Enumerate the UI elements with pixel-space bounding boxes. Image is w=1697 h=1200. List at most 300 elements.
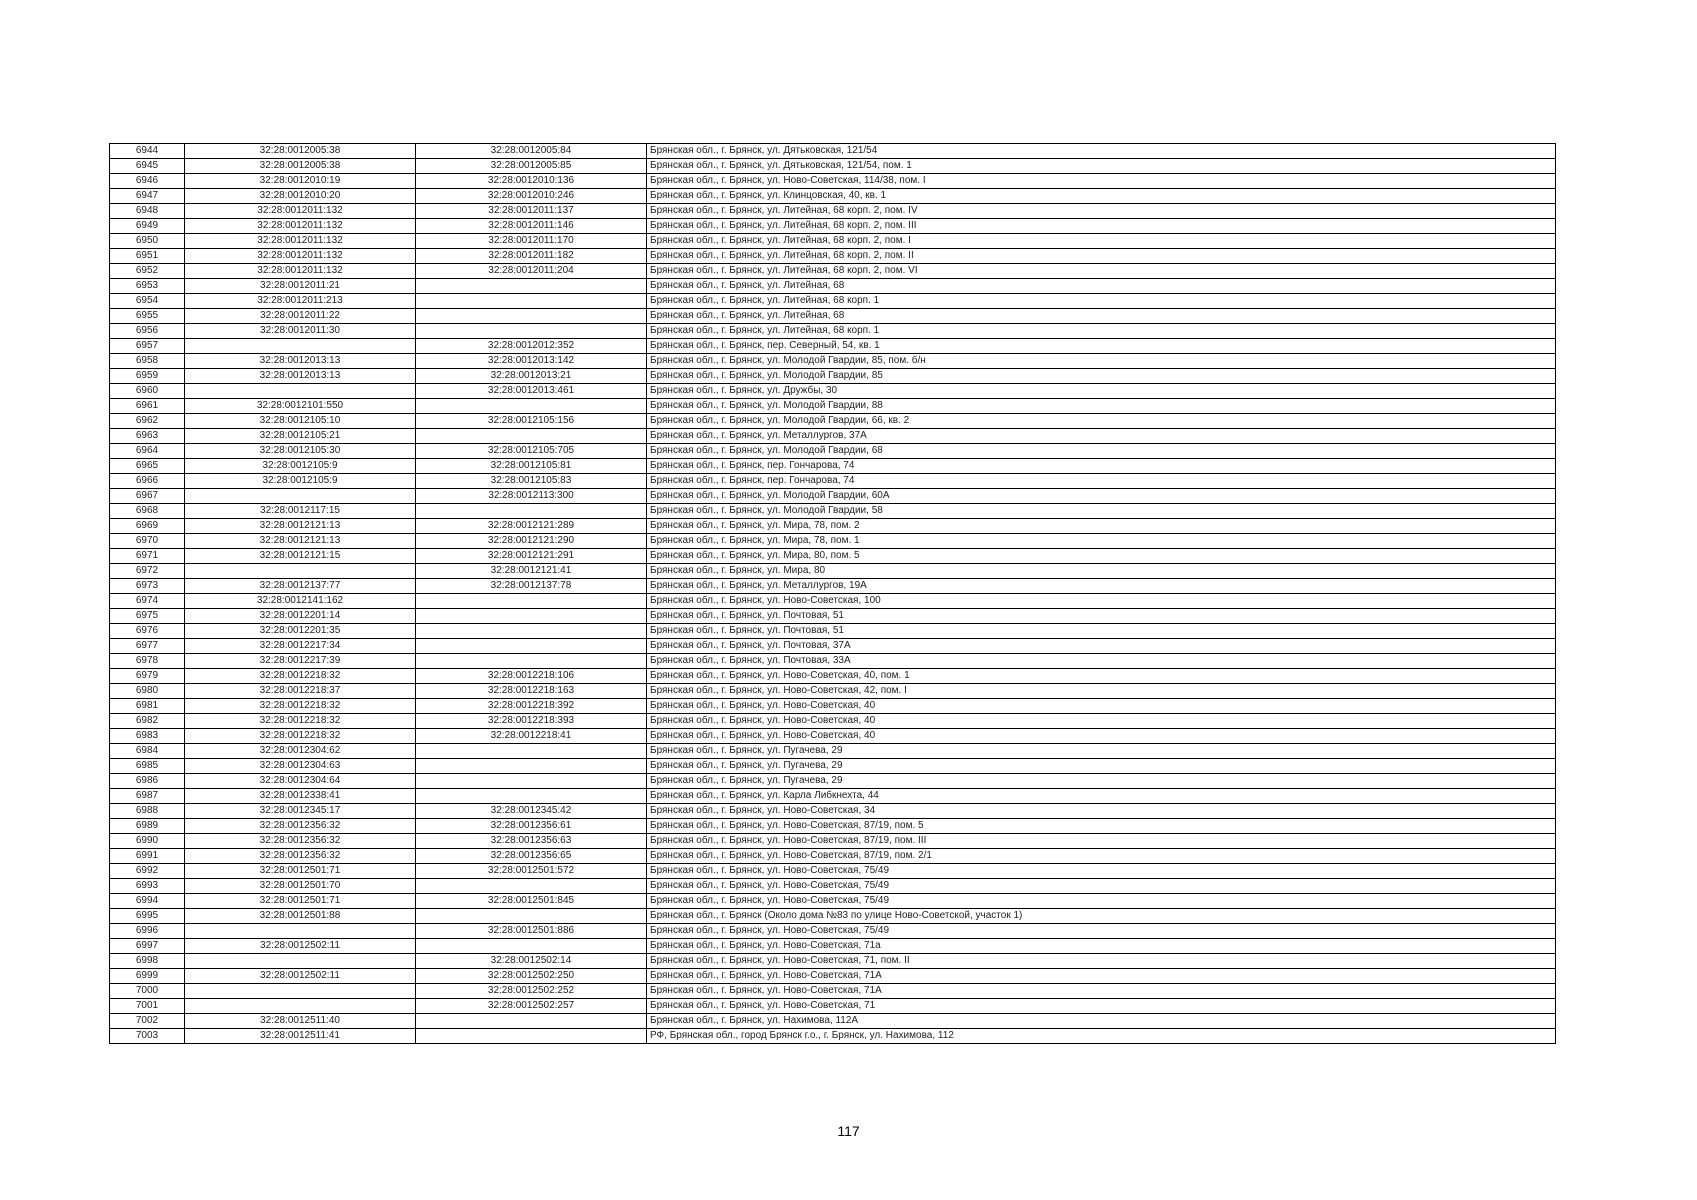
row-number-cell: 6974	[110, 594, 185, 609]
object-number-cell: 32:28:0012011:170	[416, 234, 647, 249]
row-number-cell: 6972	[110, 564, 185, 579]
cadastral-number-cell: 32:28:0012201:14	[185, 609, 416, 624]
object-number-cell	[416, 909, 647, 924]
table-row	[110, 954, 1556, 969]
object-number-cell: 32:28:0012137:78	[416, 579, 647, 594]
row-number-cell: 6959	[110, 369, 185, 384]
address-cell: Брянская обл., г. Брянск, ул. Ново-Советская, 75/49	[647, 924, 1556, 939]
table-row	[110, 924, 1556, 939]
object-number-cell	[416, 744, 647, 759]
address-cell: Брянская обл., г. Брянск, ул. Дятьковская, 121/54, пом. 1	[647, 159, 1556, 174]
row-number-cell: 6963	[110, 429, 185, 444]
cadastral-number-cell: 32:28:0012217:34	[185, 639, 416, 654]
cadastral-number-cell: 32:28:0012501:71	[185, 864, 416, 879]
cadastral-number-cell: 32:28:0012338:41	[185, 789, 416, 804]
cadastral-number-cell: 32:28:0012011:132	[185, 219, 416, 234]
table-row	[110, 519, 1556, 534]
row-number-cell: 6997	[110, 939, 185, 954]
row-number-cell: 6945	[110, 159, 185, 174]
object-number-cell: 32:28:0012005:85	[416, 159, 647, 174]
table-row	[110, 354, 1556, 369]
cadastral-number-cell: 32:28:0012511:41	[185, 1029, 416, 1044]
table-row	[110, 984, 1556, 999]
object-number-cell	[416, 774, 647, 789]
object-number-cell	[416, 399, 647, 414]
cadastral-number-cell: 32:28:0012121:15	[185, 549, 416, 564]
address-cell: Брянская обл., г. Брянск, ул. Ново-Советская, 34	[647, 804, 1556, 819]
row-number-cell: 6989	[110, 819, 185, 834]
object-number-cell: 32:28:0012356:61	[416, 819, 647, 834]
table-row	[110, 1014, 1556, 1029]
cadastral-number-cell: 32:28:0012345:17	[185, 804, 416, 819]
object-number-cell: 32:28:0012005:84	[416, 144, 647, 159]
object-number-cell	[416, 1029, 647, 1044]
object-number-cell: 32:28:0012121:291	[416, 549, 647, 564]
row-number-cell: 6976	[110, 624, 185, 639]
address-cell: Брянская обл., г. Брянск, ул. Литейная, 68 корп. 1	[647, 324, 1556, 339]
address-cell: Брянская обл., г. Брянск, ул. Литейная, 68	[647, 279, 1556, 294]
cadastral-number-cell: 32:28:0012121:13	[185, 534, 416, 549]
table-row	[110, 264, 1556, 279]
row-number-cell: 7001	[110, 999, 185, 1014]
row-number-cell: 6966	[110, 474, 185, 489]
row-number-cell: 6961	[110, 399, 185, 414]
row-number-cell: 6946	[110, 174, 185, 189]
address-cell: Брянская обл., г. Брянск, ул. Ново-Советская, 75/49	[647, 879, 1556, 894]
cadastral-number-cell: 32:28:0012356:32	[185, 834, 416, 849]
table-row	[110, 819, 1556, 834]
address-cell: Брянская обл., г. Брянск, ул. Почтовая, 51	[647, 609, 1556, 624]
table-row	[110, 849, 1556, 864]
table-row	[110, 894, 1556, 909]
table-row	[110, 699, 1556, 714]
row-number-cell: 6992	[110, 864, 185, 879]
table-row	[110, 654, 1556, 669]
row-number-cell: 6952	[110, 264, 185, 279]
row-number-cell: 6987	[110, 789, 185, 804]
table-row	[110, 144, 1556, 159]
object-number-cell: 32:28:0012502:257	[416, 999, 647, 1014]
table-row	[110, 474, 1556, 489]
table-row	[110, 999, 1556, 1014]
table-row	[110, 969, 1556, 984]
cadastral-number-cell: 32:28:0012217:39	[185, 654, 416, 669]
object-number-cell: 32:28:0012501:886	[416, 924, 647, 939]
table-row	[110, 444, 1556, 459]
page-number: 117	[837, 1123, 860, 1139]
row-number-cell: 7000	[110, 984, 185, 999]
object-number-cell: 32:28:0012013:142	[416, 354, 647, 369]
table-row	[110, 744, 1556, 759]
cadastral-number-cell: 32:28:0012502:11	[185, 939, 416, 954]
cadastral-number-cell	[185, 984, 416, 999]
address-cell: Брянская обл., г. Брянск, ул. Пугачева, 29	[647, 759, 1556, 774]
row-number-cell: 6988	[110, 804, 185, 819]
object-number-cell	[416, 759, 647, 774]
object-number-cell: 32:28:0012010:136	[416, 174, 647, 189]
cadastral-number-cell: 32:28:0012218:32	[185, 729, 416, 744]
address-cell: Брянская обл., г. Брянск, пер. Гончарова, 74	[647, 474, 1556, 489]
row-number-cell: 6951	[110, 249, 185, 264]
object-number-cell: 32:28:0012121:289	[416, 519, 647, 534]
cadastral-number-cell: 32:28:0012011:132	[185, 234, 416, 249]
table-row	[110, 219, 1556, 234]
address-cell: Брянская обл., г. Брянск, ул. Литейная, 68 корп. 2, пом. VI	[647, 264, 1556, 279]
table-row	[110, 624, 1556, 639]
address-cell: Брянская обл., г. Брянск, ул. Почтовая, 51	[647, 624, 1556, 639]
table-row	[110, 249, 1556, 264]
object-number-cell: 32:28:0012502:14	[416, 954, 647, 969]
cadastral-number-cell: 32:28:0012356:32	[185, 819, 416, 834]
table-row	[110, 714, 1556, 729]
address-cell: Брянская обл., г. Брянск, ул. Ново-Советская, 87/19, пом. 5	[647, 819, 1556, 834]
row-number-cell: 6975	[110, 609, 185, 624]
address-cell: Брянская обл., г. Брянск, ул. Литейная, 68 корп. 2, пом. IV	[647, 204, 1556, 219]
object-number-cell: 32:28:0012011:182	[416, 249, 647, 264]
cadastral-number-cell: 32:28:0012105:9	[185, 474, 416, 489]
cadastral-number-cell: 32:28:0012105:21	[185, 429, 416, 444]
cadastral-number-cell: 32:28:0012011:132	[185, 204, 416, 219]
row-number-cell: 6994	[110, 894, 185, 909]
cadastral-number-cell	[185, 954, 416, 969]
table-row	[110, 549, 1556, 564]
cadastral-number-cell: 32:28:0012218:37	[185, 684, 416, 699]
object-number-cell: 32:28:0012502:250	[416, 969, 647, 984]
object-number-cell	[416, 639, 647, 654]
address-cell: Брянская обл., г. Брянск, ул. Ново-Советская, 40	[647, 714, 1556, 729]
table-row	[110, 429, 1556, 444]
row-number-cell: 6950	[110, 234, 185, 249]
object-number-cell: 32:28:0012105:156	[416, 414, 647, 429]
address-cell: Брянская обл., г. Брянск, ул. Почтовая, 37А	[647, 639, 1556, 654]
address-cell: Брянская обл., г. Брянск, ул. Ново-Советская, 71, пом. II	[647, 954, 1556, 969]
table-row	[110, 909, 1556, 924]
address-cell: Брянская обл., г. Брянск, ул. Литейная, 68 корп. 1	[647, 294, 1556, 309]
object-number-cell	[416, 504, 647, 519]
row-number-cell: 6980	[110, 684, 185, 699]
table-row	[110, 504, 1556, 519]
cadastral-number-cell: 32:28:0012501:70	[185, 879, 416, 894]
table-row	[110, 579, 1556, 594]
table-row	[110, 834, 1556, 849]
row-number-cell: 6956	[110, 324, 185, 339]
table-row	[110, 774, 1556, 789]
row-number-cell: 6981	[110, 699, 185, 714]
cadastral-number-cell: 32:28:0012117:15	[185, 504, 416, 519]
table-row	[110, 369, 1556, 384]
cadastral-number-cell: 32:28:0012501:71	[185, 894, 416, 909]
cadastral-number-cell: 32:28:0012005:38	[185, 144, 416, 159]
row-number-cell: 6990	[110, 834, 185, 849]
object-number-cell: 32:28:0012218:163	[416, 684, 647, 699]
object-number-cell: 32:28:0012218:393	[416, 714, 647, 729]
row-number-cell: 6996	[110, 924, 185, 939]
address-cell: Брянская обл., г. Брянск, ул. Молодой Гвардии, 85	[647, 369, 1556, 384]
cadastral-number-cell: 32:28:0012101:550	[185, 399, 416, 414]
address-cell: Брянская обл., г. Брянск, ул. Ново-Советская, 71	[647, 999, 1556, 1014]
address-cell: Брянская обл., г. Брянск, пер. Гончарова, 74	[647, 459, 1556, 474]
address-cell: Брянская обл., г. Брянск, ул. Пугачева, 29	[647, 774, 1556, 789]
row-number-cell: 6944	[110, 144, 185, 159]
cadastral-number-cell: 32:28:0012304:63	[185, 759, 416, 774]
object-number-cell: 32:28:0012121:41	[416, 564, 647, 579]
address-cell: Брянская обл., г. Брянск, ул. Металлургов, 19А	[647, 579, 1556, 594]
object-number-cell	[416, 324, 647, 339]
table-row	[110, 1029, 1556, 1044]
object-number-cell: 32:28:0012218:106	[416, 669, 647, 684]
cadastral-number-cell: 32:28:0012121:13	[185, 519, 416, 534]
object-number-cell	[416, 879, 647, 894]
table-body	[110, 144, 1556, 1044]
row-number-cell: 7003	[110, 1029, 185, 1044]
table-row	[110, 534, 1556, 549]
cadastral-number-cell: 32:28:0012011:22	[185, 309, 416, 324]
address-cell: Брянская обл., г. Брянск, ул. Ново-Советская, 71А	[647, 969, 1556, 984]
row-number-cell: 6971	[110, 549, 185, 564]
table-row	[110, 684, 1556, 699]
address-cell: Брянская обл., г. Брянск, ул. Ново-Советская, 75/49	[647, 894, 1556, 909]
object-number-cell: 32:28:0012356:65	[416, 849, 647, 864]
address-cell: Брянская обл., г. Брянск, ул. Молодой Гвардии, 68	[647, 444, 1556, 459]
object-number-cell: 32:28:0012218:41	[416, 729, 647, 744]
table-row	[110, 864, 1556, 879]
address-cell: Брянская обл., г. Брянск, ул. Почтовая, 33А	[647, 654, 1556, 669]
cadastral-number-cell: 32:28:0012218:32	[185, 714, 416, 729]
object-number-cell	[416, 624, 647, 639]
row-number-cell: 6973	[110, 579, 185, 594]
row-number-cell: 7002	[110, 1014, 185, 1029]
address-cell: Брянская обл., г. Брянск, ул. Ново-Советская, 71а	[647, 939, 1556, 954]
row-number-cell: 6949	[110, 219, 185, 234]
table-row	[110, 294, 1556, 309]
address-cell: Брянская обл., г. Брянск, ул. Дятьковская, 121/54	[647, 144, 1556, 159]
table-row	[110, 279, 1556, 294]
cadastral-number-cell	[185, 564, 416, 579]
object-number-cell: 32:28:0012105:705	[416, 444, 647, 459]
address-cell: Брянская обл., г. Брянск, ул. Молодой Гвардии, 85, пом. б/н	[647, 354, 1556, 369]
table-row	[110, 204, 1556, 219]
object-number-cell: 32:28:0012356:63	[416, 834, 647, 849]
row-number-cell: 6998	[110, 954, 185, 969]
cadastral-number-cell: 32:28:0012011:213	[185, 294, 416, 309]
object-number-cell	[416, 789, 647, 804]
address-cell: Брянская обл., г. Брянск, ул. Дружбы, 30	[647, 384, 1556, 399]
cadastral-number-cell: 32:28:0012304:64	[185, 774, 416, 789]
object-number-cell: 32:28:0012011:137	[416, 204, 647, 219]
object-number-cell: 32:28:0012011:204	[416, 264, 647, 279]
table-row	[110, 729, 1556, 744]
object-number-cell: 32:28:0012013:21	[416, 369, 647, 384]
address-cell: Брянская обл., г. Брянск, ул. Ново-Советская, 40, пом. 1	[647, 669, 1556, 684]
table-row	[110, 414, 1556, 429]
object-number-cell	[416, 609, 647, 624]
row-number-cell: 6958	[110, 354, 185, 369]
object-number-cell: 32:28:0012502:252	[416, 984, 647, 999]
table-row	[110, 789, 1556, 804]
cadastral-number-cell: 32:28:0012105:10	[185, 414, 416, 429]
row-number-cell: 6969	[110, 519, 185, 534]
row-number-cell: 6993	[110, 879, 185, 894]
address-cell: Брянская обл., г. Брянск, ул. Ново-Советская, 42, пом. I	[647, 684, 1556, 699]
address-cell: Брянская обл., г. Брянск, ул. Мира, 78, пом. 2	[647, 519, 1556, 534]
cadastral-number-cell: 32:28:0012201:35	[185, 624, 416, 639]
object-number-cell	[416, 594, 647, 609]
table-row	[110, 639, 1556, 654]
table-row	[110, 489, 1556, 504]
address-cell: Брянская обл., г. Брянск, ул. Литейная, 68	[647, 309, 1556, 324]
row-number-cell: 6970	[110, 534, 185, 549]
table-row	[110, 399, 1556, 414]
cadastral-number-cell: 32:28:0012005:38	[185, 159, 416, 174]
object-number-cell	[416, 309, 647, 324]
row-number-cell: 6960	[110, 384, 185, 399]
object-number-cell	[416, 654, 647, 669]
object-number-cell: 32:28:0012011:146	[416, 219, 647, 234]
address-cell: Брянская обл., г. Брянск, ул. Нахимова, 112А	[647, 1014, 1556, 1029]
address-cell: Брянская обл., г. Брянск, ул. Ново-Советская, 114/38, пом. I	[647, 174, 1556, 189]
row-number-cell: 6984	[110, 744, 185, 759]
object-number-cell: 32:28:0012010:246	[416, 189, 647, 204]
cadastral-number-cell	[185, 924, 416, 939]
row-number-cell: 6948	[110, 204, 185, 219]
object-number-cell: 32:28:0012013:461	[416, 384, 647, 399]
cadastral-number-cell	[185, 489, 416, 504]
cadastral-number-cell: 32:28:0012011:132	[185, 249, 416, 264]
row-number-cell: 6999	[110, 969, 185, 984]
row-number-cell: 6962	[110, 414, 185, 429]
table-row	[110, 174, 1556, 189]
cadastral-number-cell	[185, 999, 416, 1014]
table-row	[110, 759, 1556, 774]
object-number-cell	[416, 294, 647, 309]
object-number-cell: 32:28:0012218:392	[416, 699, 647, 714]
cadastral-number-cell: 32:28:0012011:132	[185, 264, 416, 279]
cadastral-number-cell: 32:28:0012137:77	[185, 579, 416, 594]
address-cell: Брянская обл., г. Брянск, пер. Северный, 54, кв. 1	[647, 339, 1556, 354]
address-cell: Брянская обл., г. Брянск, ул. Молодой Гвардии, 60А	[647, 489, 1556, 504]
address-cell: Брянская обл., г. Брянск, ул. Молодой Гвардии, 58	[647, 504, 1556, 519]
cadastral-table	[109, 143, 1556, 1044]
object-number-cell: 32:28:0012105:81	[416, 459, 647, 474]
table-row	[110, 564, 1556, 579]
object-number-cell: 32:28:0012113:300	[416, 489, 647, 504]
address-cell: Брянская обл., г. Брянск, ул. Ново-Советская, 87/19, пом. III	[647, 834, 1556, 849]
row-number-cell: 6968	[110, 504, 185, 519]
address-cell: Брянская обл., г. Брянск, ул. Мира, 78, пом. 1	[647, 534, 1556, 549]
row-number-cell: 6964	[110, 444, 185, 459]
row-number-cell: 6985	[110, 759, 185, 774]
cadastral-number-cell	[185, 339, 416, 354]
cadastral-number-cell: 32:28:0012010:20	[185, 189, 416, 204]
address-cell: Брянская обл., г. Брянск, ул. Ново-Советская, 87/19, пом. 2/1	[647, 849, 1556, 864]
cadastral-number-cell: 32:28:0012105:30	[185, 444, 416, 459]
table-row	[110, 459, 1556, 474]
cadastral-number-cell: 32:28:0012218:32	[185, 699, 416, 714]
cadastral-number-cell: 32:28:0012011:30	[185, 324, 416, 339]
address-cell: Брянская обл., г. Брянск, ул. Металлургов, 37А	[647, 429, 1556, 444]
row-number-cell: 6957	[110, 339, 185, 354]
cadastral-number-cell: 32:28:0012502:11	[185, 969, 416, 984]
cadastral-number-cell: 32:28:0012105:9	[185, 459, 416, 474]
object-number-cell: 32:28:0012345:42	[416, 804, 647, 819]
table-row	[110, 939, 1556, 954]
object-number-cell	[416, 939, 647, 954]
row-number-cell: 6947	[110, 189, 185, 204]
row-number-cell: 6979	[110, 669, 185, 684]
object-number-cell: 32:28:0012121:290	[416, 534, 647, 549]
cadastral-number-cell: 32:28:0012010:19	[185, 174, 416, 189]
row-number-cell: 6965	[110, 459, 185, 474]
row-number-cell: 6967	[110, 489, 185, 504]
table-row	[110, 339, 1556, 354]
address-cell: Брянская обл., г. Брянск, ул. Ново-Советская, 40	[647, 729, 1556, 744]
table-row	[110, 804, 1556, 819]
address-cell: Брянская обл., г. Брянск (Около дома №83 по улице Ново-Советской, участок 1)	[647, 909, 1556, 924]
row-number-cell: 6991	[110, 849, 185, 864]
object-number-cell: 32:28:0012105:83	[416, 474, 647, 489]
cadastral-number-cell: 32:28:0012511:40	[185, 1014, 416, 1029]
address-cell: Брянская обл., г. Брянск, ул. Литейная, 68 корп. 2, пом. II	[647, 249, 1556, 264]
address-cell: Брянская обл., г. Брянск, ул. Ново-Советская, 40	[647, 699, 1556, 714]
address-cell: Брянская обл., г. Брянск, ул. Мира, 80	[647, 564, 1556, 579]
row-number-cell: 6955	[110, 309, 185, 324]
cadastral-number-cell: 32:28:0012218:32	[185, 669, 416, 684]
address-cell: Брянская обл., г. Брянск, ул. Мира, 80, пом. 5	[647, 549, 1556, 564]
table-row	[110, 309, 1556, 324]
table-row	[110, 669, 1556, 684]
address-cell: Брянская обл., г. Брянск, ул. Молодой Гвардии, 66, кв. 2	[647, 414, 1556, 429]
row-number-cell: 6953	[110, 279, 185, 294]
cadastral-number-cell: 32:28:0012304:62	[185, 744, 416, 759]
address-cell: РФ, Брянская обл., город Брянск г.о., г. Брянск, ул. Нахимова, 112	[647, 1029, 1556, 1044]
address-cell: Брянская обл., г. Брянск, ул. Ново-Советская, 71А	[647, 984, 1556, 999]
cadastral-number-cell: 32:28:0012011:21	[185, 279, 416, 294]
row-number-cell: 6982	[110, 714, 185, 729]
table-row	[110, 234, 1556, 249]
address-cell: Брянская обл., г. Брянск, ул. Молодой Гвардии, 88	[647, 399, 1556, 414]
table-row	[110, 324, 1556, 339]
address-cell: Брянская обл., г. Брянск, ул. Карла Либкнехта, 44	[647, 789, 1556, 804]
address-cell: Брянская обл., г. Брянск, ул. Литейная, 68 корп. 2, пом. I	[647, 234, 1556, 249]
row-number-cell: 6977	[110, 639, 185, 654]
object-number-cell: 32:28:0012012:352	[416, 339, 647, 354]
table-row	[110, 609, 1556, 624]
cadastral-number-cell	[185, 384, 416, 399]
row-number-cell: 6986	[110, 774, 185, 789]
cadastral-number-cell: 32:28:0012501:88	[185, 909, 416, 924]
table-row	[110, 384, 1556, 399]
table-row	[110, 189, 1556, 204]
address-cell: Брянская обл., г. Брянск, ул. Литейная, 68 корп. 2, пом. III	[647, 219, 1556, 234]
cadastral-number-cell: 32:28:0012356:32	[185, 849, 416, 864]
table-row	[110, 594, 1556, 609]
cadastral-number-cell: 32:28:0012141:162	[185, 594, 416, 609]
address-cell: Брянская обл., г. Брянск, ул. Ново-Советская, 75/49	[647, 864, 1556, 879]
object-number-cell	[416, 429, 647, 444]
row-number-cell: 6954	[110, 294, 185, 309]
address-cell: Брянская обл., г. Брянск, ул. Пугачева, 29	[647, 744, 1556, 759]
address-cell: Брянская обл., г. Брянск, ул. Клинцовская, 40, кв. 1	[647, 189, 1556, 204]
table-row	[110, 159, 1556, 174]
object-number-cell	[416, 1014, 647, 1029]
row-number-cell: 6978	[110, 654, 185, 669]
cadastral-number-cell: 32:28:0012013:13	[185, 369, 416, 384]
cadastral-number-cell: 32:28:0012013:13	[185, 354, 416, 369]
address-cell: Брянская обл., г. Брянск, ул. Ново-Советская, 100	[647, 594, 1556, 609]
object-number-cell: 32:28:0012501:572	[416, 864, 647, 879]
object-number-cell	[416, 279, 647, 294]
row-number-cell: 6995	[110, 909, 185, 924]
